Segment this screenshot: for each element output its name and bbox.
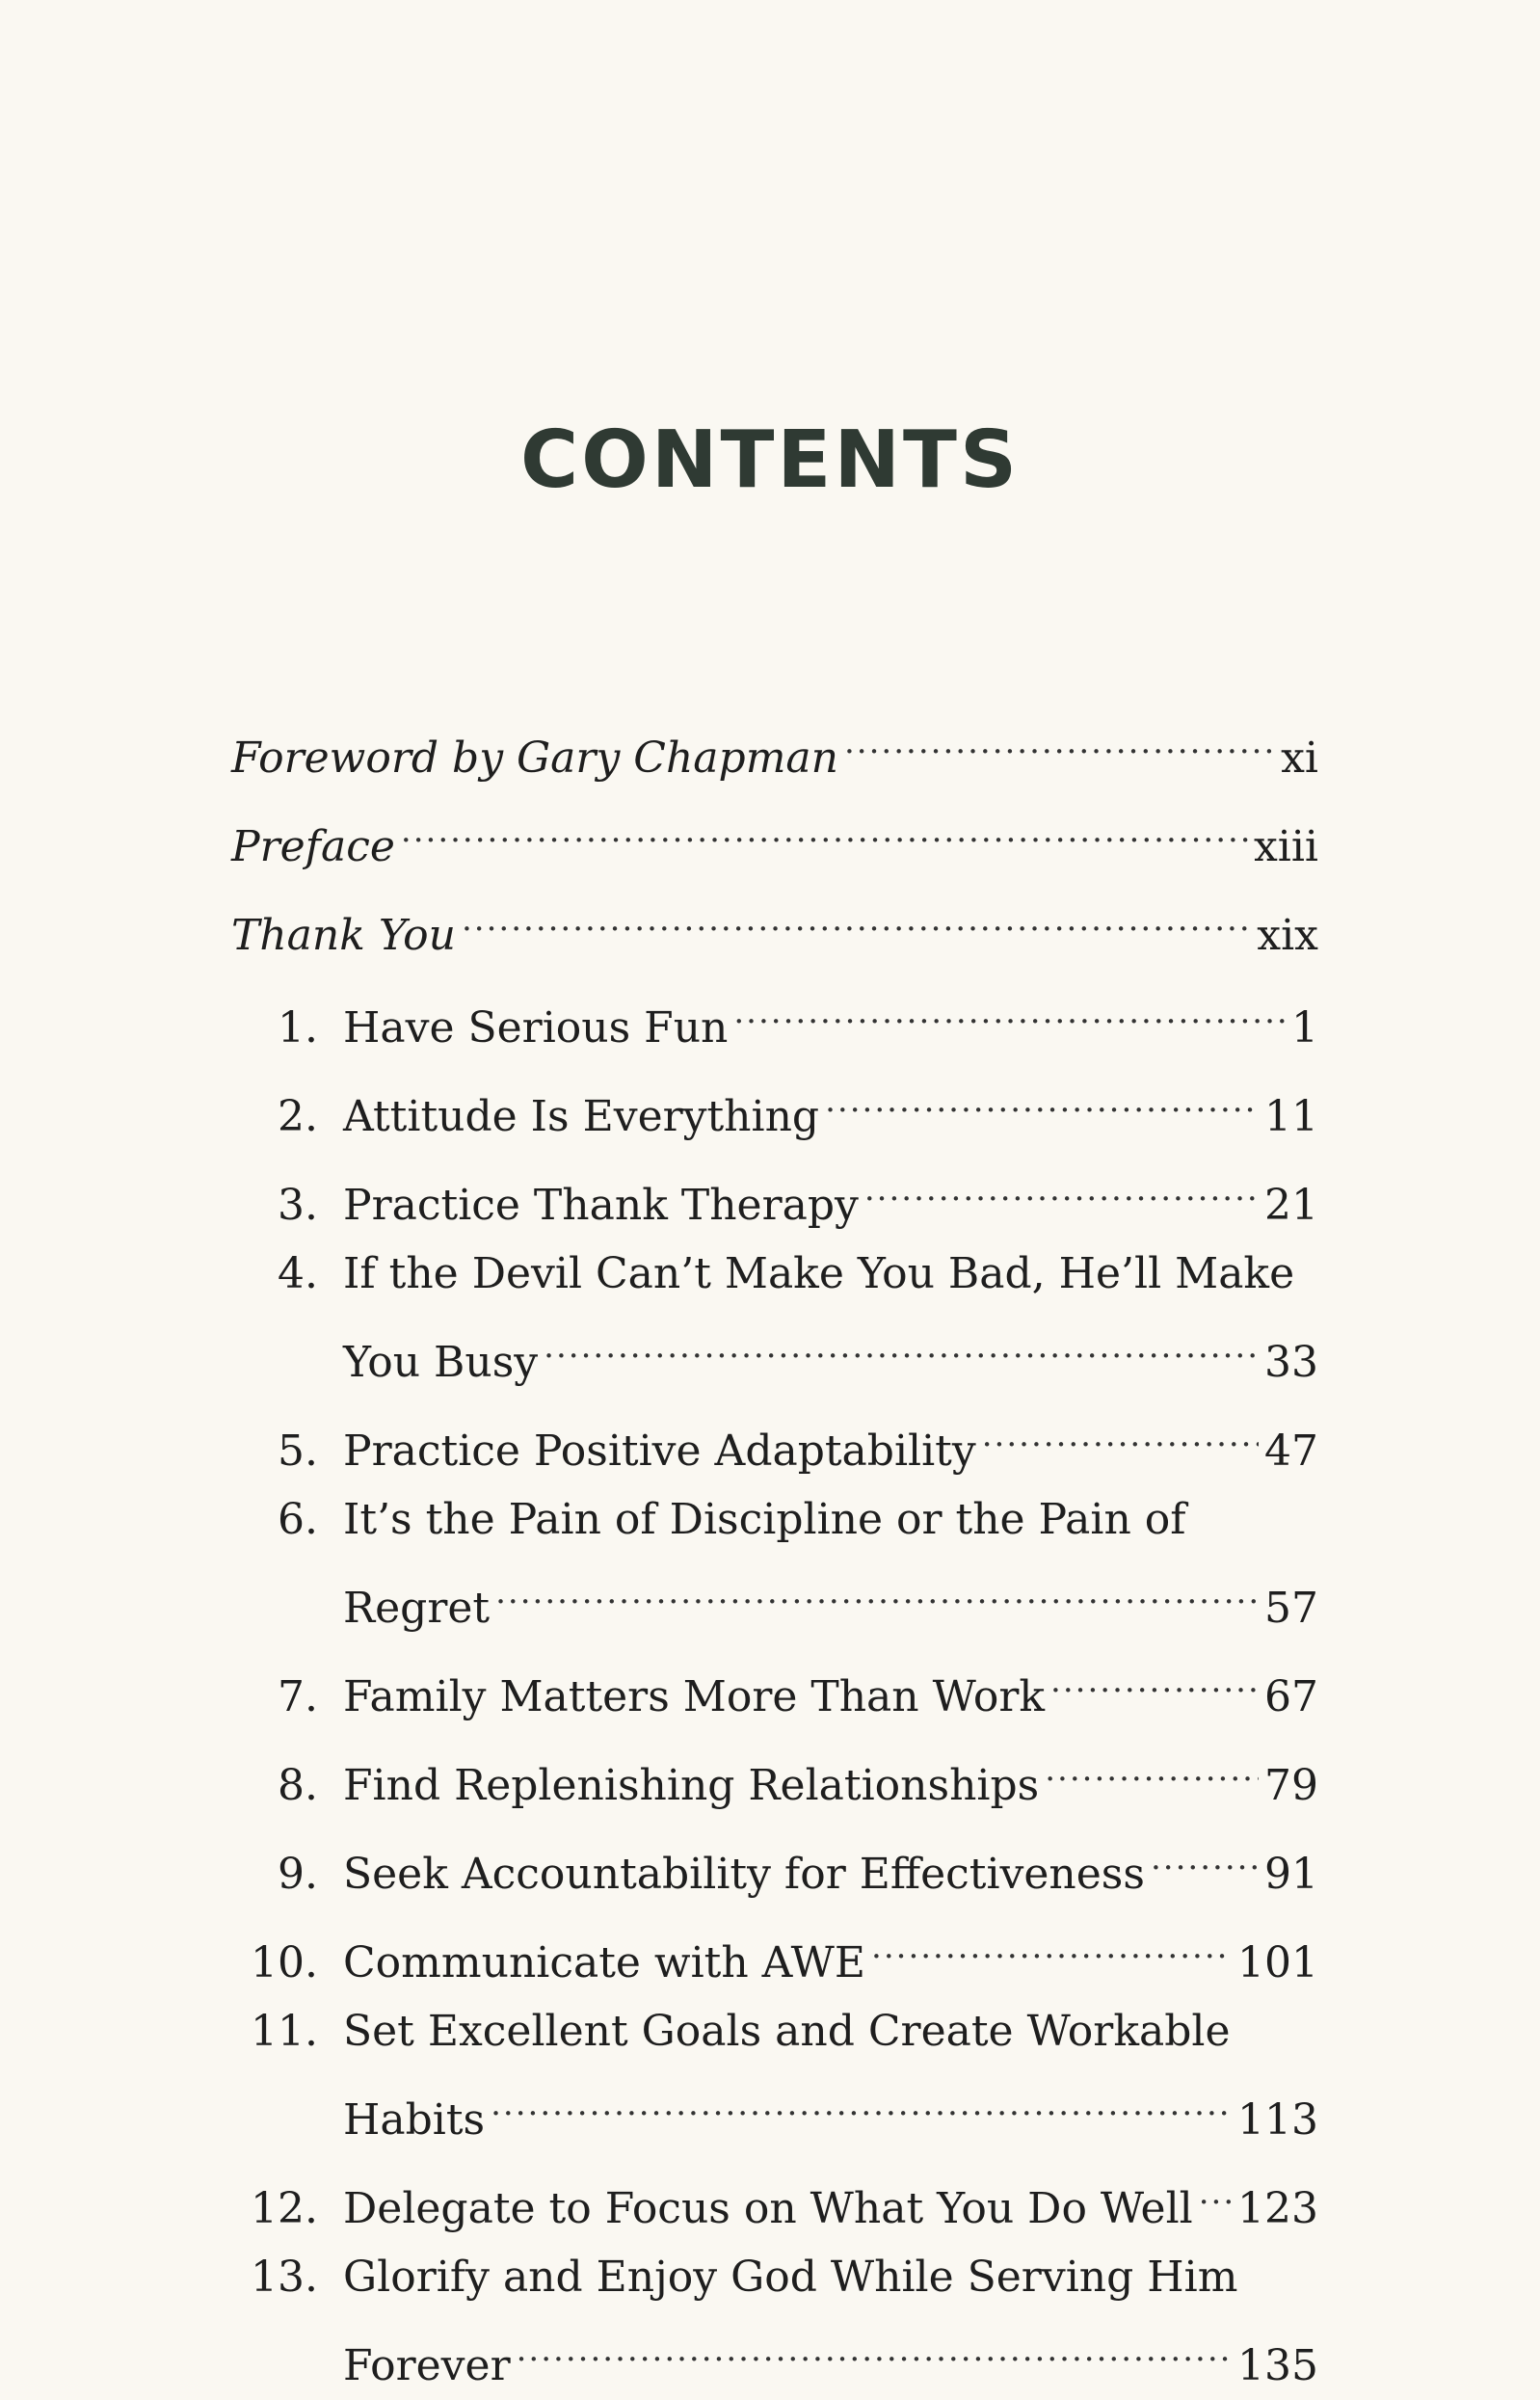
chapter-entry-continued [231,2311,1318,2400]
chapter-number: 7. [278,1672,318,1721]
chapter-number: 10. [251,1938,318,1987]
dot-leader [1045,1731,1259,1800]
chapter-page: 79 [1264,1761,1318,1810]
chapter-number: 8. [278,1761,318,1810]
chapter-page: 57 [1264,1584,1318,1633]
chapter-entry [231,973,1318,1062]
dot-leader [825,1062,1259,1131]
chapter-title-continued: Regret [343,1584,491,1633]
chapter-entry [231,1485,1318,1554]
chapter-list [231,973,1318,2400]
chapter-entry [231,1062,1318,1151]
chapter-title-continued: You Busy [343,1338,539,1387]
chapter-title: Find Replenishing Relationships [343,1761,1040,1810]
chapter-number: 5. [278,1427,318,1476]
chapter-title-continued: Habits [343,2095,486,2145]
dot-leader [871,1908,1232,1977]
dot-leader [1050,1642,1259,1711]
toc-entry-label: Preface [231,822,395,871]
toc-entry-page: xi [1281,733,1318,783]
chapter-entry [231,1820,1318,1908]
dot-leader [544,1308,1259,1376]
toc-entry-page: xiii [1253,822,1318,871]
chapter-title-continued: Forever [343,2341,511,2390]
chapter-entry [231,1151,1318,1240]
chapter-page: 113 [1237,2095,1318,2145]
chapter-title: Have Serious Fun [343,1003,729,1053]
chapter-number: 12. [251,2184,318,2233]
dot-leader [401,792,1248,861]
chapter-entry [231,1908,1318,1997]
chapter-title: Attitude Is Everything [343,1092,820,1141]
toc-entry-label: Thank You [231,911,456,960]
chapter-title: Practice Thank Therapy [343,1181,859,1230]
toc-entry-page: xix [1257,911,1318,960]
chapter-title: If the Devil Can’t Make You Bad, He’ll Make [343,1249,1295,1298]
chapter-page: 135 [1237,2341,1318,2390]
chapter-title: Communicate with AWE [343,1938,866,1987]
chapter-page: 33 [1264,1338,1318,1387]
chapter-number: 1. [278,1003,318,1053]
page-title: CONTENTS [519,414,1021,506]
toc-entry [231,881,1318,970]
chapter-page: 123 [1237,2184,1318,2233]
dot-leader [864,1151,1259,1219]
chapter-page: 11 [1264,1092,1318,1141]
chapter-title: It’s the Pain of Discipline or the Pain of [343,1495,1186,1544]
chapter-number: 13. [251,2253,318,2302]
toc-entry [231,792,1318,881]
toc-entry [231,704,1318,792]
chapter-entry [231,1997,1318,2066]
chapter-number: 2. [278,1092,318,1141]
chapter-entry-continued [231,2066,1318,2154]
chapter-number: 4. [278,1249,318,1298]
front-matter-list [231,704,1318,970]
chapter-number: 6. [278,1495,318,1544]
chapter-entry [231,1397,1318,1485]
dot-leader [491,2066,1232,2134]
dot-leader [517,2311,1232,2380]
chapter-number: 9. [278,1850,318,1899]
chapter-entry [231,1240,1318,1308]
chapter-entry-continued [231,1308,1318,1397]
chapter-title: Glorify and Enjoy God While Serving Him [343,2253,1238,2302]
chapter-number: 11. [251,2007,318,2056]
dot-leader [1199,2154,1232,2223]
dot-leader [982,1397,1259,1465]
chapter-number: 3. [278,1181,318,1230]
chapter-entry [231,2243,1318,2311]
chapter-entry-continued [231,1554,1318,1642]
chapter-page: 21 [1264,1181,1318,1230]
chapter-entry [231,2154,1318,2243]
dot-leader [1151,1820,1259,1888]
chapter-entry [231,1642,1318,1731]
dot-leader [462,881,1251,949]
chapter-page: 101 [1237,1938,1318,1987]
chapter-title: Practice Positive Adaptability [343,1427,976,1476]
chapter-page: 47 [1264,1427,1318,1476]
chapter-title: Family Matters More Than Work [343,1672,1046,1721]
chapter-title: Delegate to Focus on What You Do Well [343,2184,1193,2233]
chapter-title: Seek Accountability for Effectiveness [343,1850,1145,1899]
dot-leader [733,973,1286,1042]
chapter-title: Set Excellent Goals and Create Workable [343,2007,1231,2056]
dot-leader [495,1554,1259,1622]
chapter-entry [231,1731,1318,1820]
chapter-page: 91 [1264,1850,1318,1899]
toc-entry-label: Foreword by Gary Chapman [231,733,838,783]
chapter-page: 67 [1264,1672,1318,1721]
chapter-page: 1 [1291,1003,1318,1053]
dot-leader [844,704,1275,772]
